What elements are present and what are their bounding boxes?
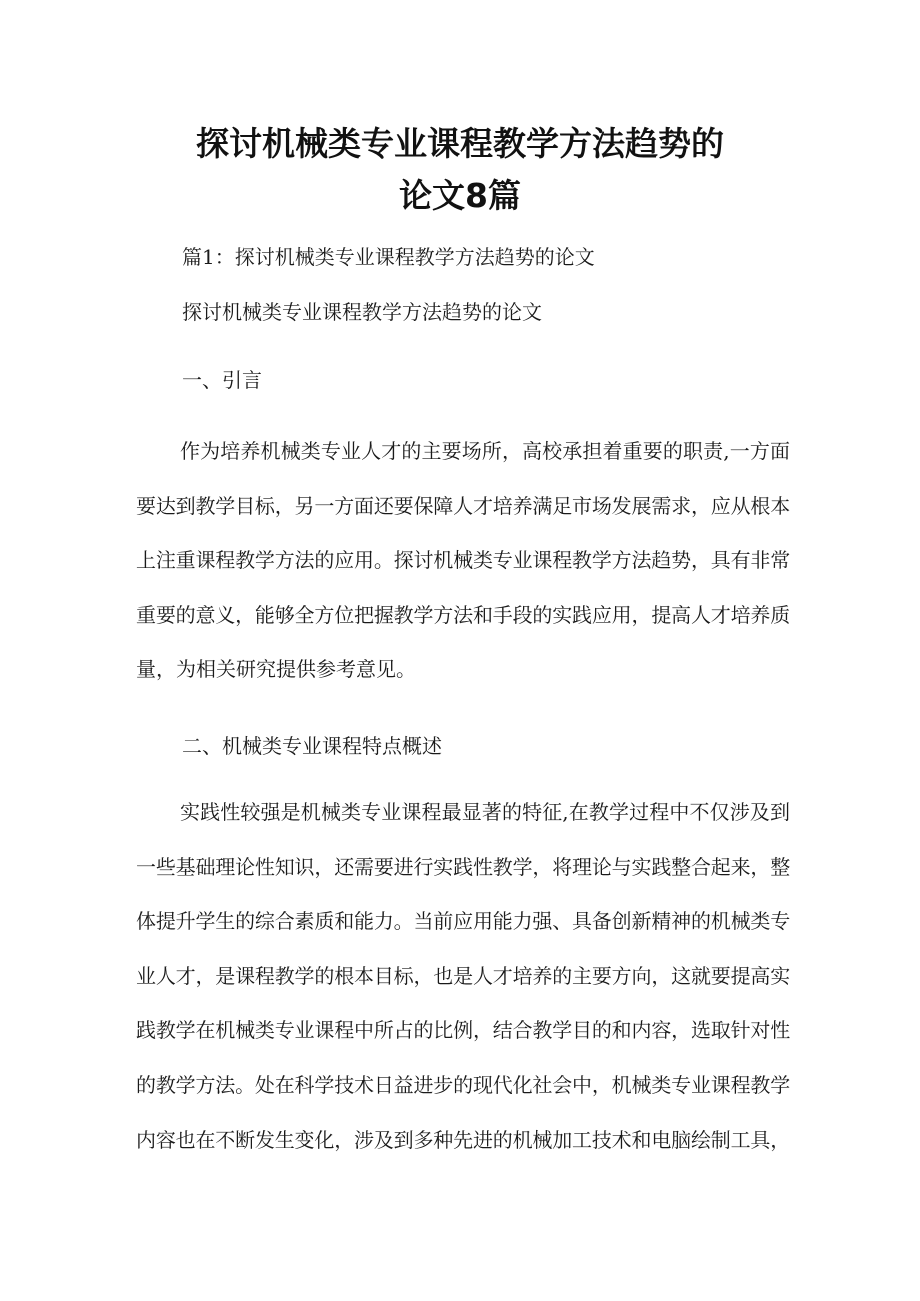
paragraph-line: 业人才，是课程教学的根本目标，也是人才培养的主要方向，这就要提高实	[136, 963, 790, 988]
paragraph-line: 上注重课程教学方法的应用。探讨机械类专业课程教学方法趋势，具有非常	[136, 548, 790, 573]
paragraph-line: 内容也在不断发生变化，涉及到多种先进的机械加工技术和电脑绘制工具，	[136, 1127, 790, 1152]
section1-heading: 一、引言	[182, 368, 262, 392]
section2-heading: 二、机械类专业课程特点概述	[182, 734, 442, 758]
paragraph-line: 体提升学生的综合素质和能力。当前应用能力强、具备创新精神的机械类专	[136, 909, 790, 934]
paragraph-line: 作为培养机械类专业人才的主要场所，高校承担着重要的职责,一方面	[180, 439, 790, 463]
paragraph-line: 量，为相关研究提供参考意见。	[136, 657, 416, 682]
paragraph-line: 践教学在机械类专业课程中所占的比例，结合教学目的和内容，选取针对性	[136, 1018, 790, 1043]
document-title-line2: 论文8篇	[399, 176, 521, 215]
paragraph-line: 的教学方法。处在科学技术日益进步的现代化社会中，机械类专业课程教学	[136, 1072, 790, 1097]
article-title: 探讨机械类专业课程教学方法趋势的论文	[182, 300, 542, 324]
paragraph-line: 实践性较强是机械类专业课程最显著的特征,在教学过程中不仅涉及到	[180, 800, 790, 824]
paragraph-introduction	[136, 424, 790, 697]
article-heading: 篇1：探讨机械类专业课程教学方法趋势的论文	[182, 245, 595, 269]
paragraph-line: 一些基础理论性知识，还需要进行实践性教学，将理论与实践整合起来，整	[136, 854, 790, 879]
paragraph-line: 要达到教学目标，另一方面还要保障人才培养满足市场发展需求，应从根本	[136, 493, 790, 518]
paragraph-line: 重要的意义，能够全方位把握教学方法和手段的实践应用，提高人才培养质	[136, 602, 790, 627]
document-title-line1: 探讨机械类专业课程教学方法趋势的	[196, 124, 724, 163]
paragraph-course-features	[136, 785, 790, 1167]
